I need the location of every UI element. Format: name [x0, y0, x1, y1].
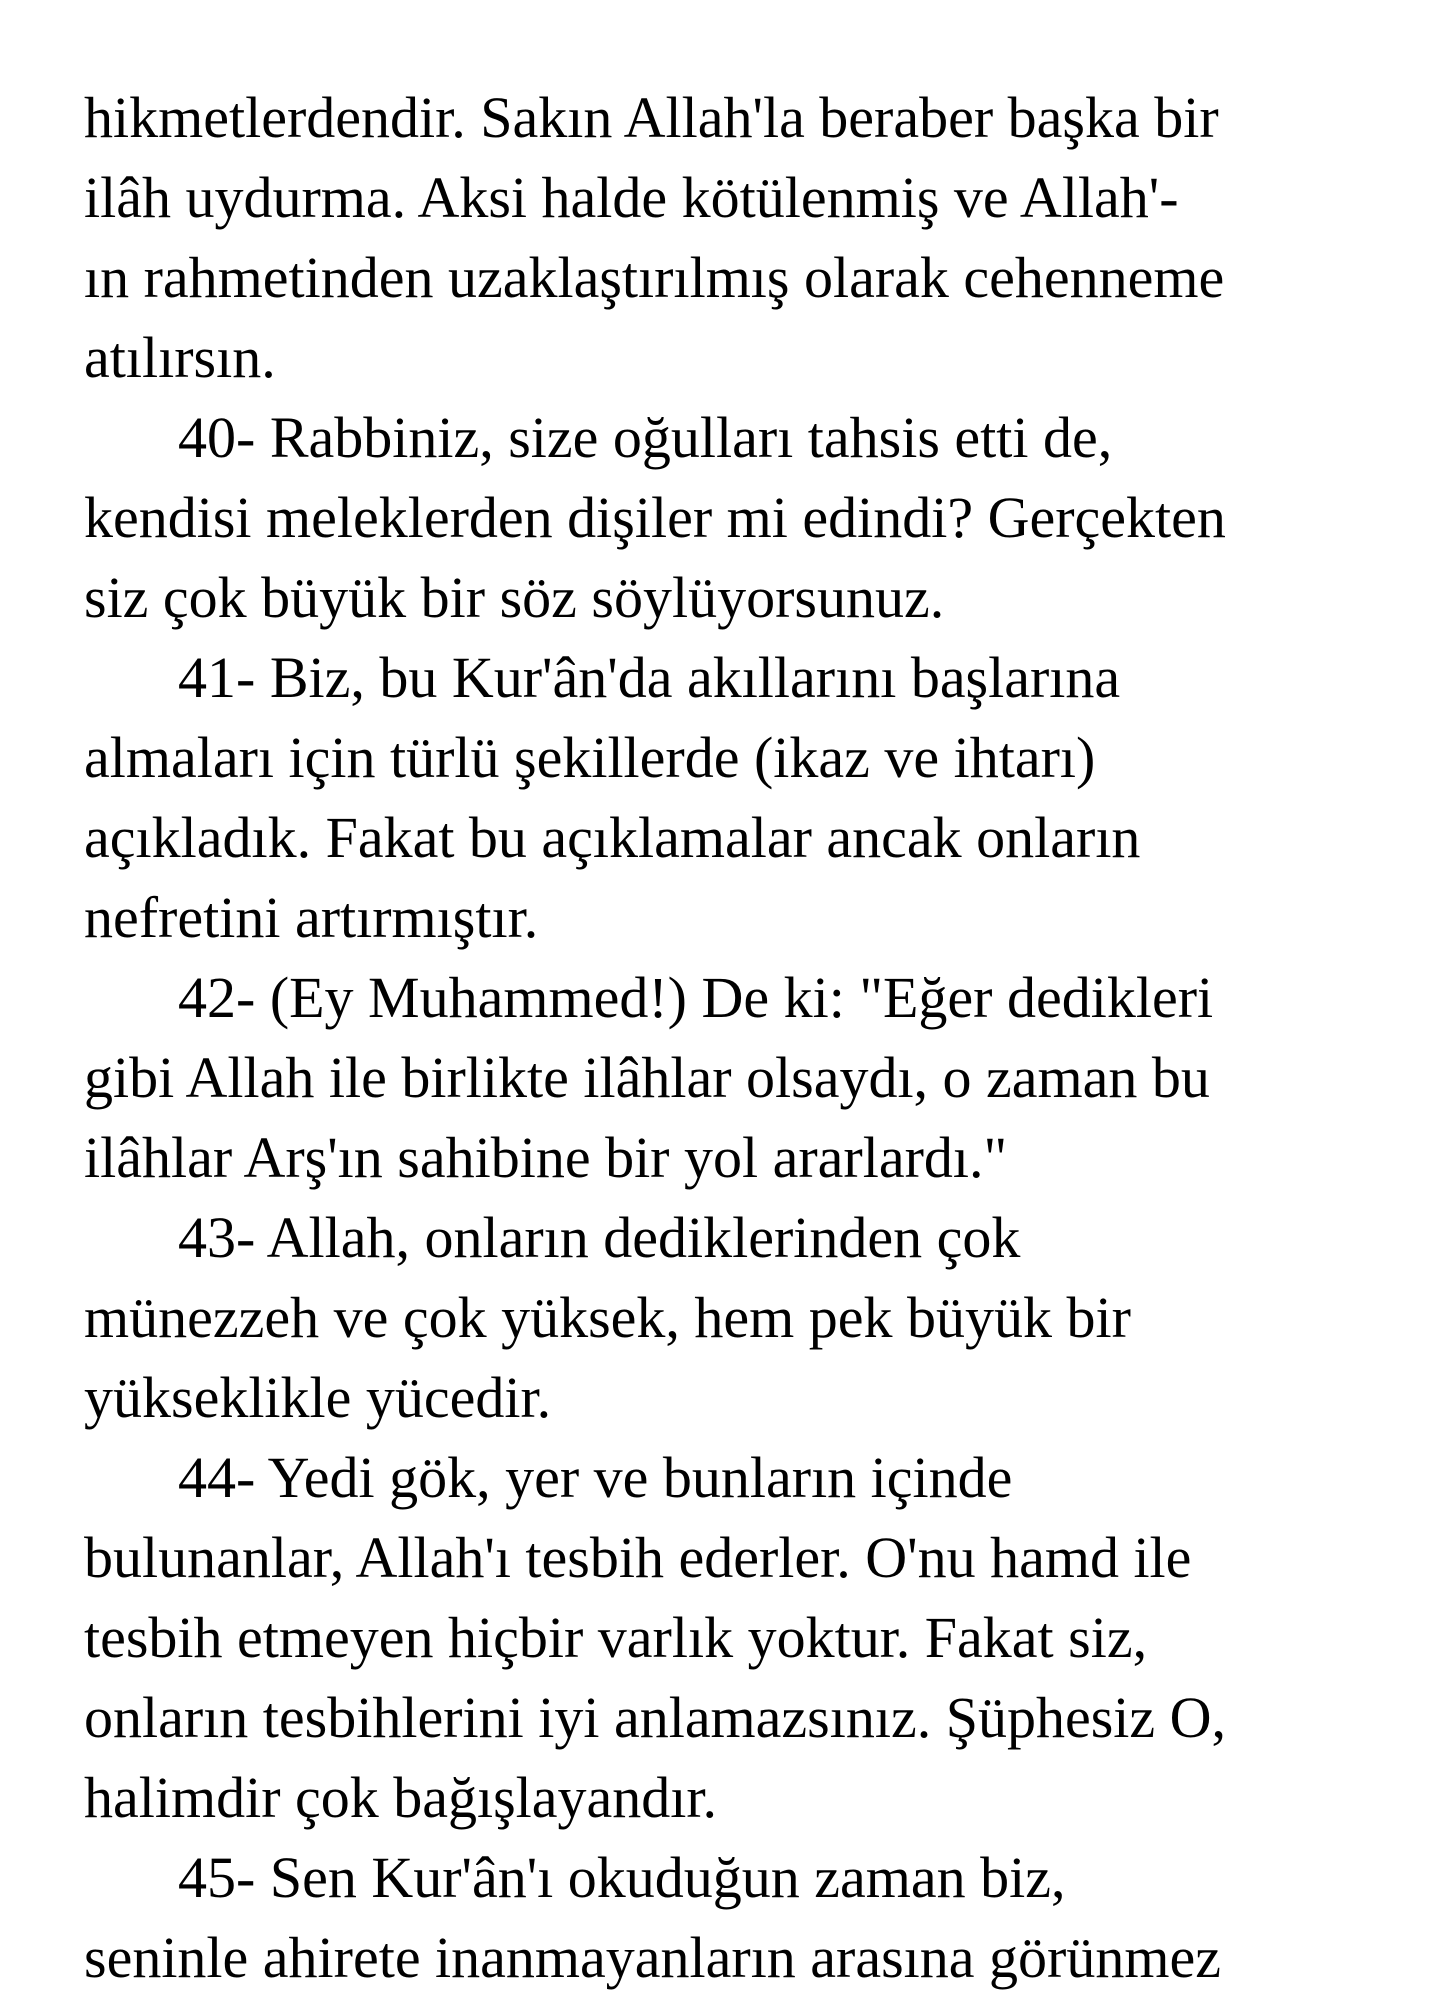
text-line: kendisi meleklerden dişiler mi edindi? Gerçekten — [84, 485, 1226, 550]
text-line: siz çok büyük bir söz söylüyorsunuz. — [84, 565, 945, 630]
text-line: almaları için türlü şekillerde (ikaz ve ihtarı) — [84, 725, 1096, 790]
verse-45-start: 45- Sen Kur'ân'ı okuduğun zaman biz, — [178, 1845, 1066, 1910]
text-line: ilâhlar Arş'ın sahibine bir yol ararlardı." — [84, 1125, 1008, 1190]
text-line: nefretini artırmıştır. — [84, 885, 539, 950]
text-line: onların tesbihlerini iyi anlamazsınız. Şüphesiz O, — [84, 1685, 1227, 1750]
text-line: ilâh uydurma. Aksi halde kötülenmiş ve Allah'- — [84, 165, 1179, 230]
text-line: münezzeh ve çok yüksek, hem pek büyük bir — [84, 1285, 1131, 1350]
text-line: seninle ahirete inanmayanların arasına görünmez — [84, 1925, 1221, 1990]
verse-41-start: 41- Biz, bu Kur'ân'da akıllarını başlarına — [178, 645, 1121, 710]
text-line: bulunanlar, Allah'ı tesbih ederler. O'nu hamd ile — [84, 1525, 1192, 1590]
text-line: atılırsın. — [84, 325, 276, 390]
text-line: hikmetlerdendir. Sakın Allah'la beraber başka bir — [84, 85, 1219, 150]
text-line: gibi Allah ile birlikte ilâhlar olsaydı, o zaman bu — [84, 1045, 1210, 1110]
verse-42-start: 42- (Ey Muhammed!) De ki: "Eğer dedikleri — [178, 965, 1214, 1030]
text-line: halimdir çok bağışlayandır. — [84, 1765, 718, 1830]
verse-43-start: 43- Allah, onların dediklerinden çok — [178, 1205, 1021, 1270]
verse-44-start: 44- Yedi gök, yer ve bunların içinde — [178, 1445, 1013, 1510]
verse-40-start: 40- Rabbiniz, size oğulları tahsis etti de, — [178, 405, 1113, 470]
text-line: ın rahmetinden uzaklaştırılmış olarak cehenneme — [84, 245, 1225, 310]
text-line: tesbih etmeyen hiçbir varlık yoktur. Fakat siz, — [84, 1605, 1148, 1670]
text-line: yükseklikle yücedir. — [84, 1365, 552, 1430]
text-line: açıkladık. Fakat bu açıklamalar ancak onların — [84, 805, 1141, 870]
